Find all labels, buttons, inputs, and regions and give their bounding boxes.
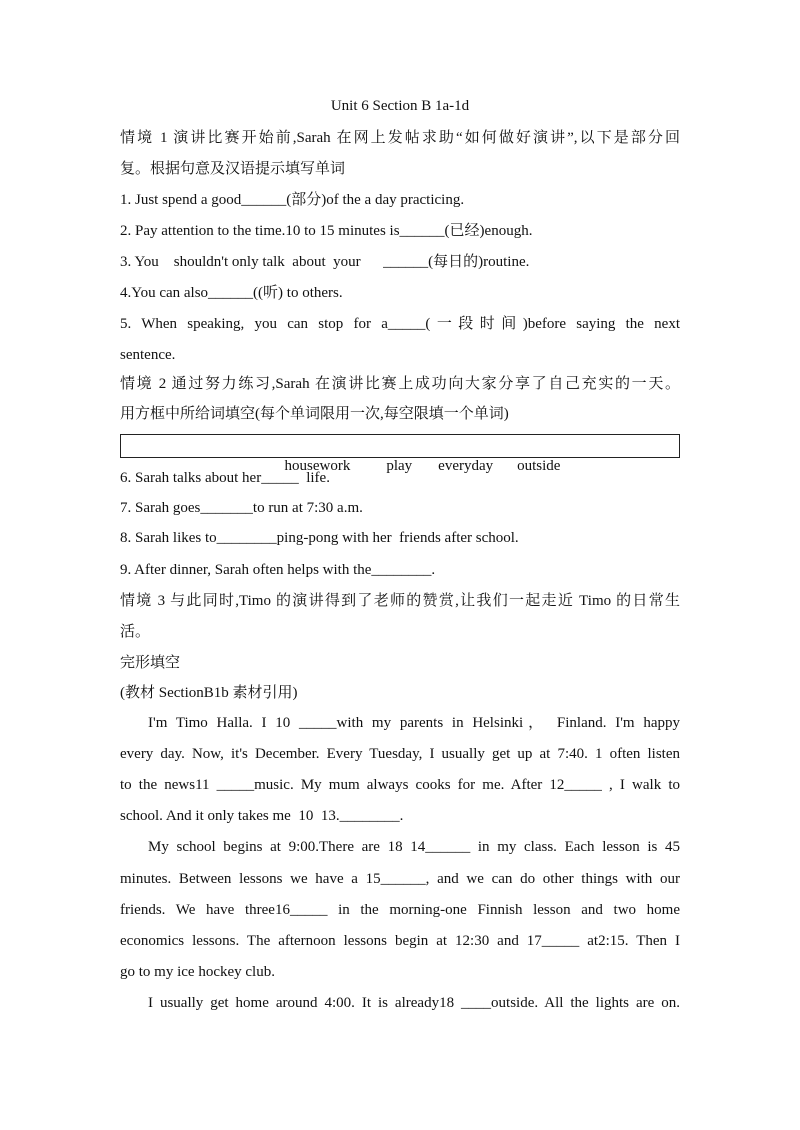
passage-line: economics lessons. The afternoon lessons begin at 12:30 and 17_____ at2:15. Then I — [120, 933, 680, 949]
passage-line: every day. Now, it's December. Every Tuesday, I usually get up at 7:40. 1 often listen — [120, 746, 680, 762]
scenario3-instruction-line1: 情境 3 与此同时,Timo 的演讲得到了老师的赞赏,让我们一起走近 Timo 的日常生 — [120, 593, 680, 609]
scenario1-instruction-line1: 情境 1 演讲比赛开始前,Sarah 在网上发帖求助“如何做好演讲”,以下是部分回 — [120, 130, 680, 146]
question-4: 4.You can also______((听) to others. — [120, 285, 343, 301]
question-8: 8. Sarah likes to________ping-pong with her friends after school. — [120, 530, 519, 546]
question-5-line1: 5. When speaking, you can stop for a_____(一段时间)before saying the next — [120, 316, 680, 332]
question-2: 2. Pay attention to the time.10 to 15 minutes is______(已经)enough. — [120, 223, 533, 239]
word-box-item: outside — [517, 458, 561, 474]
scenario1-instruction-line2: 复。根据句意及汉语提示填写单词 — [120, 161, 346, 177]
question-6: 6. Sarah talks about her_____ life. — [120, 470, 330, 486]
passage-line: friends. We have three16_____ in the morning-one Finnish lesson and two home — [120, 902, 680, 918]
page-title: Unit 6 Section B 1a-1d — [330, 98, 470, 114]
question-9: 9. After dinner, Sarah often helps with the________. — [120, 562, 436, 578]
scenario2-instruction-line2: 用方框中所给词填空(每个单词限用一次,每空限填一个单词) — [120, 406, 509, 422]
passage-line: My school begins at 9:00.There are 18 14______ in my class. Each lesson is 45 — [148, 839, 680, 855]
scenario3-instruction-line2: 活。 — [120, 624, 151, 640]
cloze-source: (教材 SectionB1b 素材引用) — [120, 685, 298, 701]
question-7: 7. Sarah goes_______to run at 7:30 a.m. — [120, 500, 363, 516]
word-box-item: housework — [284, 458, 351, 474]
question-1: 1. Just spend a good______(部分)of the a day practicing. — [120, 192, 465, 208]
passage-line: school. And it only takes me 10 13.________. — [120, 808, 404, 824]
cloze-heading: 完形填空 — [120, 655, 181, 671]
passage-line: to the news11 _____music. My mum always cooks for me. After 12_____ , I walk to — [120, 777, 680, 793]
passage-line: I usually get home around 4:00. It is already18 ____outside. All the lights are on. — [148, 995, 680, 1011]
question-5-line2: sentence. — [120, 347, 176, 363]
passage-line: go to my ice hockey club. — [120, 964, 275, 980]
passage-line: I'm Timo Halla. I 10 _____with my parents in Helsinki， Finland. I'm happy — [148, 715, 680, 731]
word-box — [120, 434, 680, 474]
scenario2-instruction-line1: 情境 2 通过努力练习,Sarah 在演讲比赛上成功向大家分享了自己充实的一天。 — [120, 376, 680, 392]
question-3: 3. You shouldn't only talk about your ______(每日的)routine. — [120, 254, 530, 270]
word-box-item: play — [386, 458, 413, 474]
passage-line: minutes. Between lessons we have a 15______, and we can do other things with our — [120, 871, 680, 887]
word-box-item: everyday — [438, 458, 494, 474]
